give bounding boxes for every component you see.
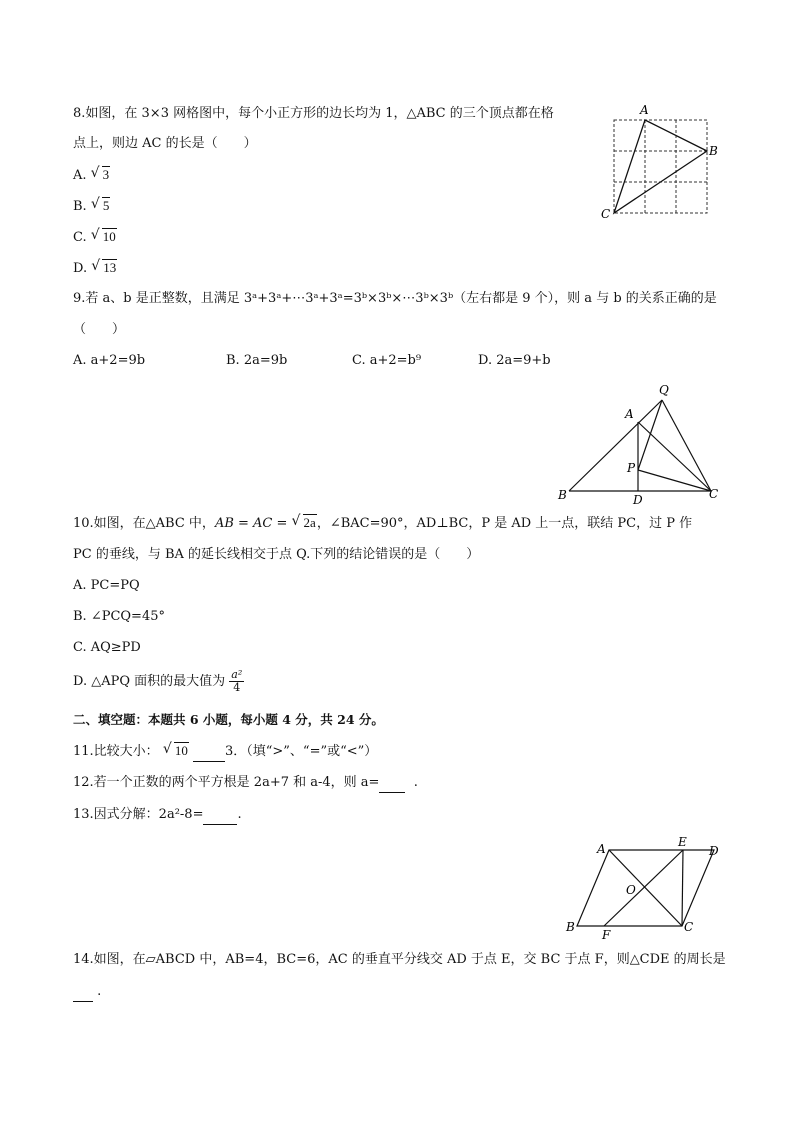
point-label-d: D	[709, 844, 719, 858]
q14-end: .	[97, 984, 102, 999]
q9-stem-line1: 9.若 a、b 是正整数，且满足 3ᵃ+3ᵃ+⋯3ᵃ+3ᵃ=3ᵇ×3ᵇ×⋯3ᵇ×3ᵇ（左右都是 9 个），则 a 与 b 的关系正确的是	[73, 291, 717, 306]
option-label: D.	[73, 261, 88, 276]
point-label-c: C	[684, 920, 694, 934]
segment-bq	[569, 400, 662, 491]
answer-blank[interactable]	[203, 806, 237, 825]
point-label-a: A	[597, 842, 606, 856]
option-label: B.	[73, 199, 87, 214]
vertex-label-b: B	[709, 144, 718, 158]
q8-option-a	[73, 166, 110, 185]
q10-stem-prefix: 10.如图，在△ABC 中，	[73, 516, 215, 531]
q12-text: 12.若一个正数的两个平方根是 2a+7 和 a-4，则 a=	[73, 775, 380, 790]
q9-stem-line2: （ ）	[73, 322, 126, 337]
radicand: 10	[102, 229, 116, 244]
q9-option-b: B. 2a=9b	[226, 353, 288, 368]
q8-grid-figure	[596, 100, 726, 225]
radicand: 10	[174, 743, 188, 758]
q10-option-d	[73, 668, 244, 696]
point-label-b: B	[566, 920, 575, 934]
q13-text: 13.因式分解：2a²-8=	[73, 807, 204, 822]
point-label-c: C	[709, 487, 719, 501]
q14-parallelogram-figure	[560, 832, 730, 944]
point-label-q: Q	[659, 383, 669, 397]
radicand: 13	[103, 260, 117, 275]
sqrt-expression: √ 3	[90, 165, 110, 182]
answer-blank[interactable]	[193, 743, 225, 762]
radicand: 5	[102, 198, 110, 213]
segment-ec	[682, 850, 683, 926]
point-label-d: D	[633, 493, 643, 507]
point-label-a: A	[625, 407, 634, 421]
q12-end: .	[413, 775, 418, 790]
point-label-e: E	[678, 835, 687, 849]
q9-option-c: C. a+2=b⁹	[352, 353, 422, 368]
q8-option-d	[73, 259, 117, 278]
fraction	[229, 669, 244, 694]
sqrt-expression: √ 10	[162, 741, 188, 758]
q13-line	[73, 806, 242, 825]
segment-qc	[662, 400, 711, 491]
point-label-o: O	[626, 883, 636, 897]
q11-line	[73, 742, 377, 762]
point-label-p: P	[627, 461, 636, 475]
q8-stem-line1: 8.如图，在 3×3 网格图中，每个小正方形的边长均为 1，△ABC 的三个顶点都在格	[73, 106, 554, 121]
answer-blank[interactable]	[379, 774, 405, 793]
q12-line	[73, 774, 418, 793]
q13-end: .	[237, 807, 242, 822]
answer-blank[interactable]	[73, 983, 93, 1002]
q9-option-a: A. a+2=9b	[73, 353, 146, 368]
vertex-label-a: A	[640, 103, 649, 117]
radicand: 3	[102, 167, 110, 182]
q11-prefix: 11.比较大小：	[73, 744, 159, 759]
q8-option-c	[73, 228, 117, 247]
point-label-b: B	[558, 488, 567, 502]
q11-suffix: 3．（填“>”、“=”或“<”）	[224, 744, 378, 759]
sqrt-expression: √ 10	[90, 227, 116, 244]
option-label: C.	[73, 230, 87, 245]
section-heading-fill-in: 二、填空题：本题共 6 小题，每小题 4 分，共 24 分。	[73, 712, 384, 727]
q8-option-b	[73, 197, 110, 216]
q14-stem-line1: 14.如图，在▱ABCD 中，AB=4，BC=6，AC 的垂直平分线交 AD 于点 E，交 BC 于点 F，则△CDE 的周长是	[73, 952, 726, 967]
q10-stem-line1	[73, 514, 692, 533]
vertex-label-c: C	[601, 207, 611, 221]
sqrt-expression: √ 2a	[291, 513, 316, 530]
option-label: A.	[73, 168, 87, 183]
q10-equation: AB = AC =	[214, 516, 288, 531]
q9-option-d: D. 2a=9+b	[478, 353, 551, 368]
q10-option-d-text: D. △APQ 面积的最大值为	[73, 674, 226, 689]
q10-option-c: C. AQ≥PD	[73, 640, 141, 655]
sqrt-expression: √ 13	[91, 258, 117, 275]
radicand: 2a	[303, 515, 316, 530]
sqrt-expression: √ 5	[90, 196, 110, 213]
q10-triangle-figure	[552, 380, 732, 510]
q10-stem-suffix: ，∠BAC=90°，AD⊥BC，P 是 AD 上一点，联结 PC，过 P 作	[316, 516, 693, 531]
fraction-denominator: 4	[233, 681, 241, 694]
grid-lines	[614, 120, 707, 213]
segment-pq	[638, 400, 662, 470]
q10-option-a: A. PC=PQ	[73, 578, 140, 593]
fraction-numerator: a²	[231, 668, 243, 681]
point-label-f: F	[602, 928, 611, 942]
q8-stem-line2: 点上，则边 AC 的长是（ ）	[73, 136, 257, 151]
q10-stem-line2: PC 的垂线，与 BA 的延长线相交于点 Q.下列的结论错误的是（ ）	[73, 547, 480, 562]
q10-option-b: B. ∠PCQ=45°	[73, 609, 165, 624]
q14-stem-line2	[73, 983, 101, 1002]
triangle-abc	[614, 120, 707, 213]
